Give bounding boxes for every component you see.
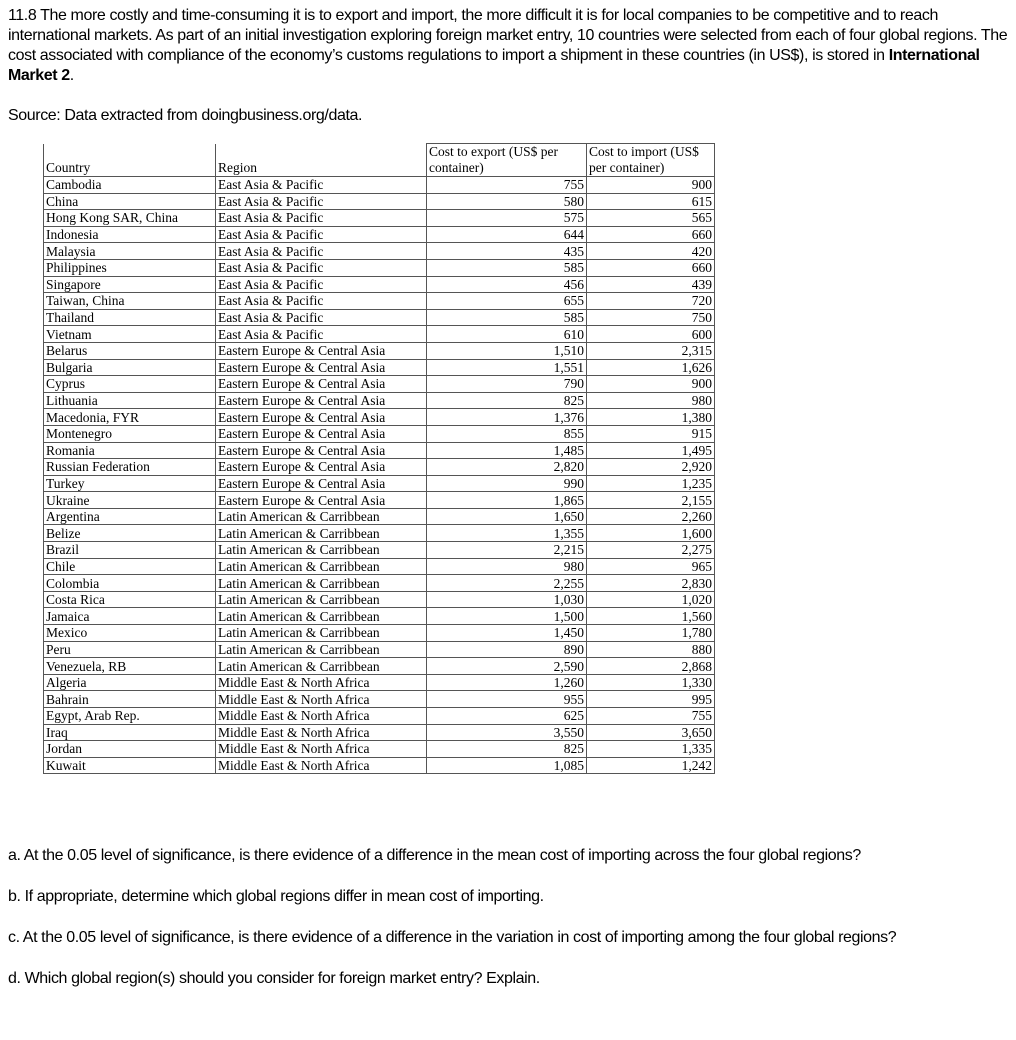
table-row: [44, 475, 715, 492]
cell-country: Romania: [44, 442, 216, 459]
cell-country: Cambodia: [44, 177, 216, 194]
cell-import: 2,155: [587, 492, 715, 509]
table-body: [44, 177, 715, 774]
cell-region: East Asia & Pacific: [216, 276, 427, 293]
cell-export: 790: [427, 376, 587, 393]
cell-import: 1,330: [587, 674, 715, 691]
cell-import: 1,235: [587, 475, 715, 492]
table-row: [44, 625, 715, 642]
cell-country: Bulgaria: [44, 359, 216, 376]
cell-import: 615: [587, 193, 715, 210]
table-row: [44, 342, 715, 359]
cell-export: 1,485: [427, 442, 587, 459]
cell-import: 750: [587, 309, 715, 326]
cell-region: Latin American & Carribbean: [216, 625, 427, 642]
question-a: a. At the 0.05 level of significance, is there evidence of a difference in the mean cost of importing across the four global regions?: [8, 847, 861, 864]
table-row: [44, 558, 715, 575]
table-row: [44, 442, 715, 459]
cell-country: Egypt, Arab Rep.: [44, 708, 216, 725]
cell-import: 720: [587, 293, 715, 310]
cell-export: 3,550: [427, 724, 587, 741]
table-row: [44, 575, 715, 592]
cell-region: Eastern Europe & Central Asia: [216, 492, 427, 509]
cell-region: Eastern Europe & Central Asia: [216, 459, 427, 476]
cell-import: 1,626: [587, 359, 715, 376]
cell-region: Eastern Europe & Central Asia: [216, 442, 427, 459]
cell-export: 1,551: [427, 359, 587, 376]
cell-country: Chile: [44, 558, 216, 575]
cell-region: Latin American & Carribbean: [216, 508, 427, 525]
cell-region: Latin American & Carribbean: [216, 658, 427, 675]
table-row: [44, 542, 715, 559]
table-row: [44, 359, 715, 376]
cell-country: Indonesia: [44, 226, 216, 243]
cell-region: East Asia & Pacific: [216, 177, 427, 194]
cell-export: 2,215: [427, 542, 587, 559]
cell-country: Algeria: [44, 674, 216, 691]
table-row: [44, 226, 715, 243]
cell-export: 625: [427, 708, 587, 725]
cell-region: East Asia & Pacific: [216, 193, 427, 210]
cell-region: Latin American & Carribbean: [216, 542, 427, 559]
questions: [8, 846, 1008, 1010]
cell-region: Middle East & North Africa: [216, 691, 427, 708]
cell-import: 565: [587, 210, 715, 227]
cell-export: 1,650: [427, 508, 587, 525]
cell-region: East Asia & Pacific: [216, 243, 427, 260]
cell-country: Montenegro: [44, 425, 216, 442]
cell-country: Hong Kong SAR, China: [44, 210, 216, 227]
table-row: [44, 508, 715, 525]
cell-country: Taiwan, China: [44, 293, 216, 310]
cell-country: Peru: [44, 641, 216, 658]
cell-import: 600: [587, 326, 715, 343]
table-row: [44, 326, 715, 343]
cell-export: 980: [427, 558, 587, 575]
cell-country: Malaysia: [44, 243, 216, 260]
dataset-name: International Market 2: [8, 47, 980, 84]
table-row: [44, 193, 715, 210]
question-d: d. Which global region(s) should you consider for foreign market entry? Explain.: [8, 970, 540, 987]
table-row: [44, 708, 715, 725]
table-row: [44, 525, 715, 542]
cell-export: 825: [427, 741, 587, 758]
cell-export: 890: [427, 641, 587, 658]
cell-import: 1,242: [587, 757, 715, 774]
table-row: [44, 658, 715, 675]
cell-region: Eastern Europe & Central Asia: [216, 342, 427, 359]
cell-country: Lithuania: [44, 392, 216, 409]
data-table: [43, 143, 715, 774]
cell-region: Eastern Europe & Central Asia: [216, 409, 427, 426]
cell-export: 610: [427, 326, 587, 343]
cell-country: Bahrain: [44, 691, 216, 708]
cell-import: 880: [587, 641, 715, 658]
cell-region: Eastern Europe & Central Asia: [216, 475, 427, 492]
cell-export: 2,820: [427, 459, 587, 476]
cell-export: 1,355: [427, 525, 587, 542]
source-note: Source: Data extracted from doingbusiness.org/data.: [8, 107, 363, 124]
cell-country: Jordan: [44, 741, 216, 758]
table-row: [44, 608, 715, 625]
cell-region: East Asia & Pacific: [216, 210, 427, 227]
table-row: [44, 691, 715, 708]
table-row: [44, 276, 715, 293]
header-import: Cost to import (US$ per container): [587, 144, 715, 177]
table-row: [44, 724, 715, 741]
table-row: [44, 243, 715, 260]
cell-region: Latin American & Carribbean: [216, 608, 427, 625]
header-country: Country: [44, 144, 216, 177]
cell-import: 660: [587, 226, 715, 243]
cell-region: Latin American & Carribbean: [216, 558, 427, 575]
cell-export: 580: [427, 193, 587, 210]
cell-country: Macedonia, FYR: [44, 409, 216, 426]
cell-region: Latin American & Carribbean: [216, 641, 427, 658]
cell-country: Belize: [44, 525, 216, 542]
table-header-row: [44, 144, 715, 177]
table-row: [44, 641, 715, 658]
cell-country: Mexico: [44, 625, 216, 642]
cell-export: 2,255: [427, 575, 587, 592]
cell-import: 2,260: [587, 508, 715, 525]
cell-export: 1,865: [427, 492, 587, 509]
cell-country: China: [44, 193, 216, 210]
cell-country: Brazil: [44, 542, 216, 559]
table-row: [44, 459, 715, 476]
cell-country: Venezuela, RB: [44, 658, 216, 675]
intro-text: The more costly and time-consuming it is to export and import, the more difficult it is for local companies to be competitive and to reach international markets. As part of an initial investigation exploring foreign market entry, 10 countries were selected from each of four global regions. The cost associated with compliance of the economy’s customs regulations to import a shipment in these countries (in US$), is stored in: [8, 7, 1008, 64]
cell-country: Costa Rica: [44, 591, 216, 608]
table-row: [44, 591, 715, 608]
cell-country: Russian Federation: [44, 459, 216, 476]
cell-import: 995: [587, 691, 715, 708]
cell-import: 439: [587, 276, 715, 293]
table-row: [44, 177, 715, 194]
cell-country: Thailand: [44, 309, 216, 326]
problem-statement: 11.8 The more costly and time-consuming it is to export and import, the more difficult it is for local companies to be competitive and to reach international markets. As part of an initial investigation exploring foreign market entry, 10 countries were selected from each of four global regions. The cost associated with compliance of the economy’s customs regulations to import a shipment in these countries (in US$), is stored in International Market 2.: [8, 7, 1008, 84]
cell-country: Cyprus: [44, 376, 216, 393]
cell-region: Latin American & Carribbean: [216, 525, 427, 542]
table-row: [44, 409, 715, 426]
cell-import: 755: [587, 708, 715, 725]
cell-import: 1,495: [587, 442, 715, 459]
cell-import: 1,020: [587, 591, 715, 608]
cell-export: 655: [427, 293, 587, 310]
cell-import: 900: [587, 177, 715, 194]
cell-import: 420: [587, 243, 715, 260]
problem-intro: [8, 6, 1008, 86]
problem-number: 11.8: [8, 7, 37, 24]
cell-region: Middle East & North Africa: [216, 674, 427, 691]
cell-region: East Asia & Pacific: [216, 309, 427, 326]
table-row: [44, 757, 715, 774]
cell-export: 1,085: [427, 757, 587, 774]
cell-region: Eastern Europe & Central Asia: [216, 359, 427, 376]
cell-country: Iraq: [44, 724, 216, 741]
cell-export: 575: [427, 210, 587, 227]
cell-import: 1,600: [587, 525, 715, 542]
cell-export: 1,260: [427, 674, 587, 691]
cell-region: Latin American & Carribbean: [216, 591, 427, 608]
cell-region: Eastern Europe & Central Asia: [216, 392, 427, 409]
question-c: c. At the 0.05 level of significance, is there evidence of a difference in the variation in cost of importing among the four global regions?: [8, 929, 897, 946]
cell-export: 435: [427, 243, 587, 260]
cell-import: 915: [587, 425, 715, 442]
cell-region: Middle East & North Africa: [216, 708, 427, 725]
cell-export: 1,376: [427, 409, 587, 426]
cell-region: Latin American & Carribbean: [216, 575, 427, 592]
cell-import: 3,650: [587, 724, 715, 741]
cell-import: 2,315: [587, 342, 715, 359]
table-row: [44, 309, 715, 326]
cell-country: Vietnam: [44, 326, 216, 343]
question-b: b. If appropriate, determine which global regions differ in mean cost of importing.: [8, 888, 544, 905]
cell-export: 1,030: [427, 591, 587, 608]
cell-export: 1,450: [427, 625, 587, 642]
cell-import: 980: [587, 392, 715, 409]
cell-region: East Asia & Pacific: [216, 226, 427, 243]
cell-export: 1,510: [427, 342, 587, 359]
cell-import: 1,560: [587, 608, 715, 625]
cell-export: 855: [427, 425, 587, 442]
cell-region: East Asia & Pacific: [216, 293, 427, 310]
cell-import: 2,830: [587, 575, 715, 592]
table-row: [44, 293, 715, 310]
table-row: [44, 425, 715, 442]
cell-region: Middle East & North Africa: [216, 741, 427, 758]
header-export: Cost to export (US$ per container): [427, 144, 587, 177]
cell-export: 825: [427, 392, 587, 409]
cell-country: Singapore: [44, 276, 216, 293]
cell-region: Eastern Europe & Central Asia: [216, 425, 427, 442]
cell-country: Argentina: [44, 508, 216, 525]
cell-export: 955: [427, 691, 587, 708]
cell-region: Middle East & North Africa: [216, 757, 427, 774]
cell-import: 660: [587, 259, 715, 276]
cell-export: 644: [427, 226, 587, 243]
table-row: [44, 741, 715, 758]
cell-country: Philippines: [44, 259, 216, 276]
cell-import: 1,780: [587, 625, 715, 642]
cell-export: 585: [427, 259, 587, 276]
cell-import: 2,920: [587, 459, 715, 476]
cell-region: Eastern Europe & Central Asia: [216, 376, 427, 393]
cell-import: 1,380: [587, 409, 715, 426]
cell-country: Ukraine: [44, 492, 216, 509]
cell-country: Belarus: [44, 342, 216, 359]
cell-import: 965: [587, 558, 715, 575]
cell-region: East Asia & Pacific: [216, 259, 427, 276]
cell-export: 755: [427, 177, 587, 194]
table-row: [44, 492, 715, 509]
cell-export: 585: [427, 309, 587, 326]
cell-export: 990: [427, 475, 587, 492]
table-row: [44, 392, 715, 409]
cell-import: 900: [587, 376, 715, 393]
cell-export: 456: [427, 276, 587, 293]
cell-export: 2,590: [427, 658, 587, 675]
table-row: [44, 259, 715, 276]
cell-country: Turkey: [44, 475, 216, 492]
cell-import: 2,275: [587, 542, 715, 559]
table-row: [44, 210, 715, 227]
cell-import: 2,868: [587, 658, 715, 675]
cell-import: 1,335: [587, 741, 715, 758]
table-row: [44, 376, 715, 393]
cell-country: Jamaica: [44, 608, 216, 625]
table-row: [44, 674, 715, 691]
cell-region: Middle East & North Africa: [216, 724, 427, 741]
cell-export: 1,500: [427, 608, 587, 625]
cell-region: East Asia & Pacific: [216, 326, 427, 343]
cell-country: Colombia: [44, 575, 216, 592]
cell-country: Kuwait: [44, 757, 216, 774]
header-region: Region: [216, 144, 427, 177]
